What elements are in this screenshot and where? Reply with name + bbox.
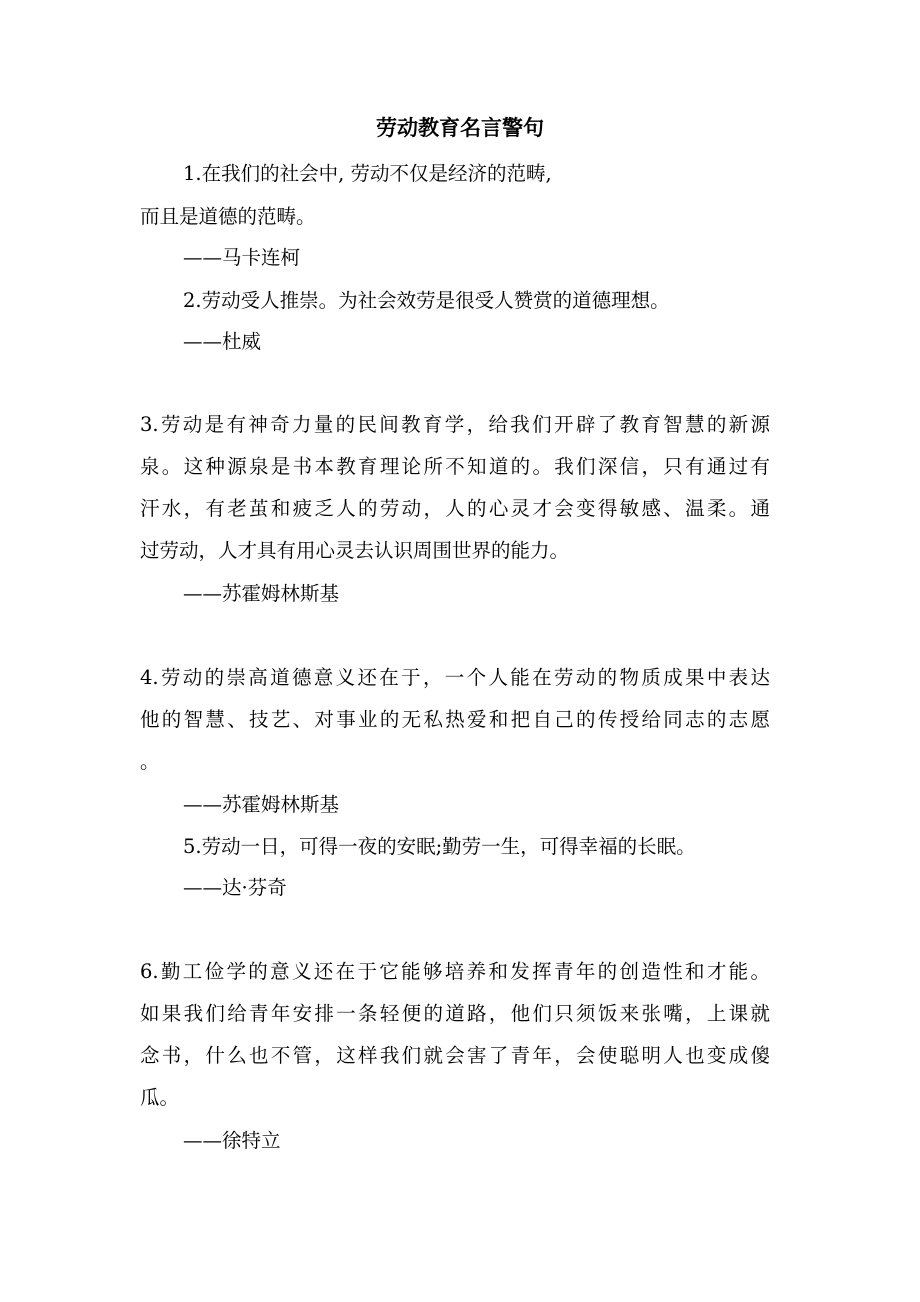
quote-2-line-1: 2.劳动受人推崇。为社会效劳是很受人赞赏的道德理想。 xyxy=(183,289,670,312)
quote-1-line-1: 1.在我们的社会中, 劳动不仅是经济的范畴, xyxy=(183,162,552,185)
quote-3-line-2: 泉。这种源泉是书本教育理论所不知道的。我们深信，只有通过有 xyxy=(140,455,770,478)
quote-3-line-4: 过劳动，人才具有用心灵去认识周围世界的能力。 xyxy=(140,539,570,562)
quote-6-line-1: 6.勤工俭学的意义还在于它能够培养和发挥青年的创造性和才能。 xyxy=(140,960,770,983)
quote-3-line-3: 汗水，有老茧和疲乏人的劳动，人的心灵才会变得敏感、温柔。通 xyxy=(140,497,770,520)
quote-6-line-3: 念书，什么也不管，这样我们就会害了青年，会使聪明人也变成傻 xyxy=(140,1044,770,1067)
quote-4-line-1: 4.劳动的崇高道德意义还在于，一个人能在劳动的物质成果中表达 xyxy=(140,666,770,689)
quote-3-line-1: 3.劳动是有神奇力量的民间教育学，给我们开辟了教育智慧的新源 xyxy=(140,413,770,436)
quote-4-line-3: 。 xyxy=(140,750,160,773)
quote-3-author: ——苏霍姆林斯基 xyxy=(183,582,340,605)
quote-5-line-1: 5.劳动一日，可得一夜的安眠;勤劳一生，可得幸福的长眠。 xyxy=(183,835,696,858)
quote-2-author: ——杜威 xyxy=(183,330,262,353)
quote-5-author: ——达·芬奇 xyxy=(183,876,287,899)
quote-1-line-2: 而且是道德的范畴。 xyxy=(140,205,316,228)
quote-6-line-2: 如果我们给青年安排一条轻便的道路，他们只须饭来张嘴，上课就 xyxy=(140,1002,770,1025)
quote-6-line-4: 瓜。 xyxy=(140,1086,180,1109)
quote-1-author: ——马卡连柯 xyxy=(183,246,301,269)
quote-4-author: ——苏霍姆林斯基 xyxy=(183,793,340,816)
quote-4-line-2: 他的智慧、技艺、对事业的无私热爱和把自己的传授给同志的志愿 xyxy=(140,708,770,731)
quote-6-author: ——徐特立 xyxy=(183,1129,281,1152)
document-title: 劳动教育名言警句 xyxy=(376,115,544,140)
